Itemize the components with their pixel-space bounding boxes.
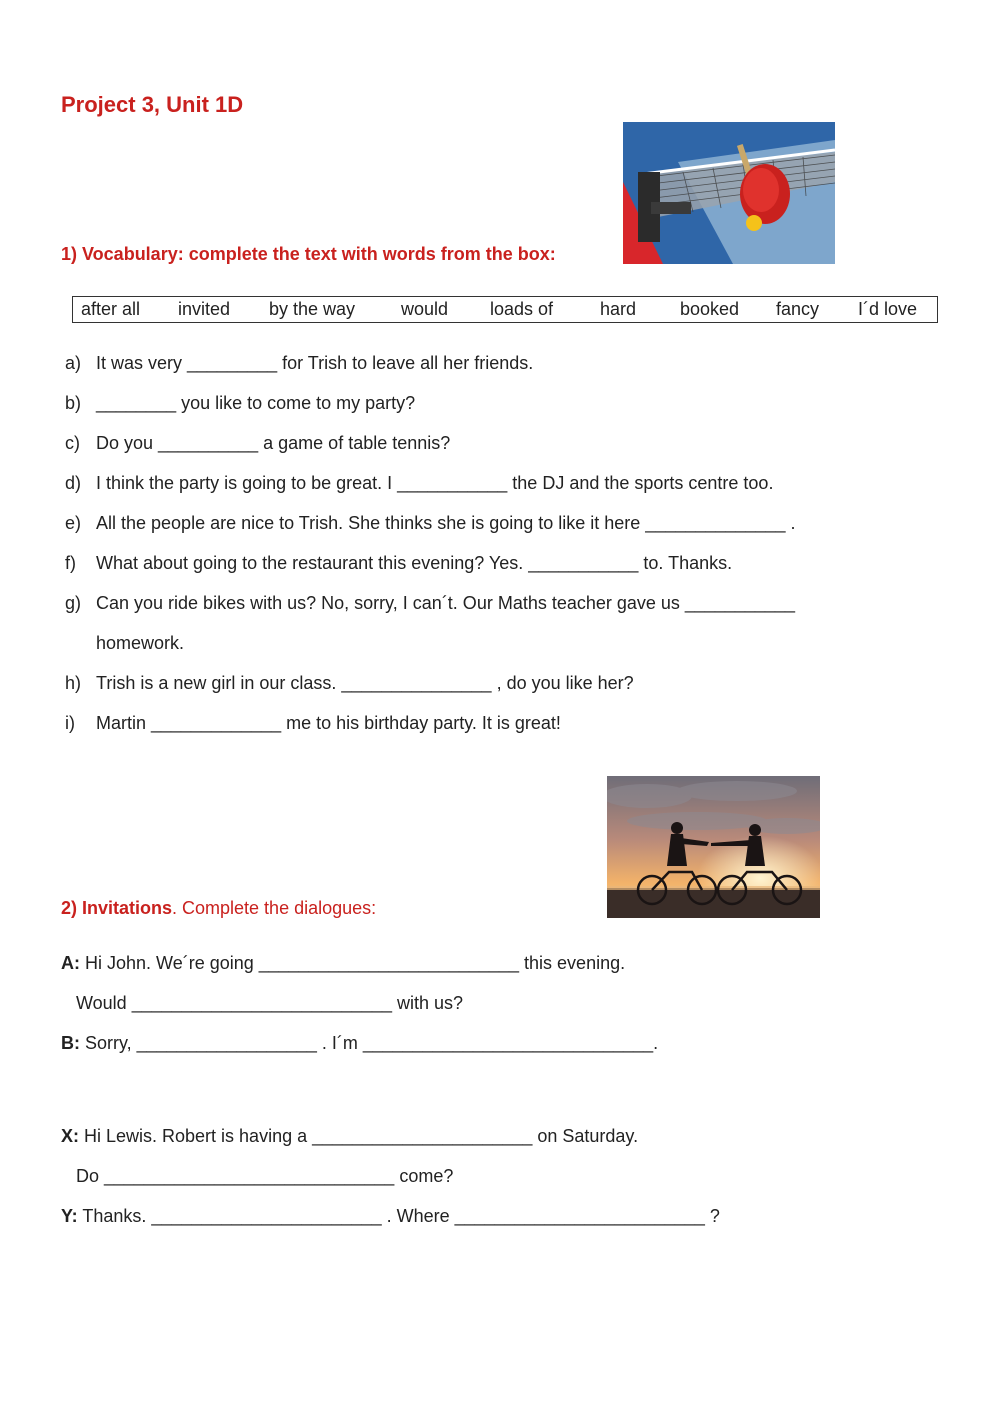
invitations-heading-bold: 2) Invitations bbox=[61, 898, 173, 918]
question-letter: e) bbox=[65, 513, 82, 533]
question-text: Can you ride bikes with us? No, sorry, I can´t. Our Maths teacher gave us ___________ bbox=[96, 593, 796, 613]
question-text: I think the party is going to be great. I ___________ the DJ and the sports centre too. bbox=[96, 473, 774, 493]
cycling-sunset-photo bbox=[607, 776, 820, 918]
question-letter: g) bbox=[65, 593, 82, 613]
word-box-item: loads of bbox=[490, 299, 554, 319]
dialogue-line bbox=[61, 953, 625, 974]
question-continuation: homework. bbox=[96, 633, 185, 653]
dialogue-text: Thanks. _______________________ . Where _________________________ ? bbox=[77, 1206, 720, 1226]
question-text: ________ you like to come to my party? bbox=[96, 393, 416, 413]
question-letter: b) bbox=[65, 393, 82, 413]
dialogue-text: Hi John. We´re going __________________________ this evening. bbox=[80, 953, 626, 973]
vocabulary-heading: 1) Vocabulary: complete the text with words from the box: bbox=[61, 244, 556, 264]
question-text: It was very _________ for Trish to leave all her friends. bbox=[96, 353, 534, 373]
speaker-label: A: bbox=[61, 953, 80, 973]
page-title: Project 3, Unit 1D bbox=[61, 92, 244, 117]
question-text: Do you __________ a game of table tennis? bbox=[96, 433, 451, 453]
word-box-item: would bbox=[401, 299, 449, 319]
word-box-item: fancy bbox=[776, 299, 820, 319]
dialogue-text: Do _____________________________ come? bbox=[76, 1166, 454, 1186]
word-box-item: by the way bbox=[269, 299, 356, 319]
question-text: What about going to the restaurant this evening? Yes. ___________ to. Thanks. bbox=[96, 553, 733, 573]
dialogue-line bbox=[76, 1166, 453, 1187]
question-text: All the people are nice to Trish. She thinks she is going to like it here ______________ . bbox=[96, 513, 796, 533]
dialogue-text: Sorry, __________________ . I´m _____________________________. bbox=[80, 1033, 659, 1053]
dialogue-line bbox=[76, 993, 463, 1014]
question-letter: c) bbox=[65, 433, 80, 453]
word-box-item: invited bbox=[178, 299, 231, 319]
question-letter: h) bbox=[65, 673, 82, 693]
invitations-heading bbox=[61, 898, 376, 919]
invitations-heading-rest: . Complete the dialogues: bbox=[172, 898, 377, 918]
question-text: Trish is a new girl in our class. _______________ , do you like her? bbox=[96, 673, 634, 693]
dialogue-text: Hi Lewis. Robert is having a ______________________ on Saturday. bbox=[79, 1126, 639, 1146]
word-box-item: hard bbox=[600, 299, 637, 319]
dialogue-line bbox=[61, 1126, 638, 1147]
speaker-label: B: bbox=[61, 1033, 80, 1053]
question-letter: f) bbox=[65, 553, 76, 573]
word-box-item: I´d love bbox=[858, 299, 918, 319]
question-letter: i) bbox=[65, 713, 75, 733]
speaker-label: Y: bbox=[61, 1206, 78, 1226]
speaker-label: X: bbox=[61, 1126, 79, 1146]
question-letter: a) bbox=[65, 353, 82, 373]
word-box bbox=[72, 296, 938, 323]
question-letter: d) bbox=[65, 473, 82, 493]
dialogue-line bbox=[61, 1206, 720, 1227]
dialogue-line bbox=[61, 1033, 658, 1054]
word-box-item: booked bbox=[680, 299, 740, 319]
word-box-item: after all bbox=[81, 299, 141, 319]
table-tennis-photo bbox=[623, 122, 835, 264]
question-text: Martin _____________ me to his birthday party. It is great! bbox=[96, 713, 561, 733]
dialogue-text: Would __________________________ with us? bbox=[76, 993, 464, 1013]
